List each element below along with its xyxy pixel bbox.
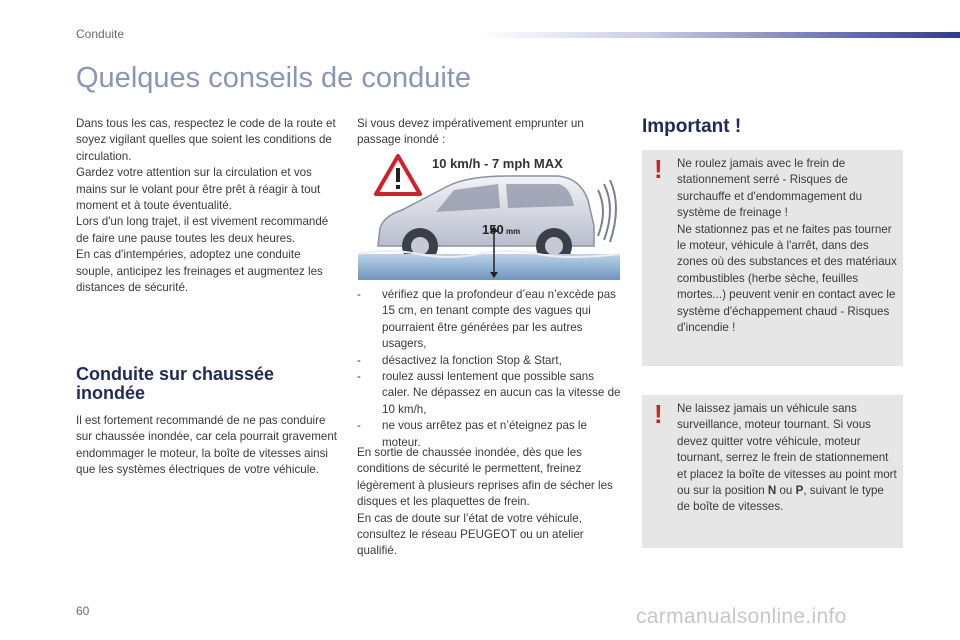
bullet-dash: - — [357, 353, 361, 367]
depth-value: 150 — [482, 222, 504, 237]
exclamation-icon: ! — [654, 399, 663, 429]
intro-paragraph: Dans tous les cas, respectez le code de la route et soyez vigilant quelles que soient les conditions de circulation. — [76, 117, 336, 163]
bullet-text: ne vous arrêtez pas et n’éteignez pas le moteur. — [382, 419, 587, 449]
exclamation-icon: ! — [654, 154, 663, 184]
gear-position-p: P — [795, 484, 804, 498]
depth-unit: mm — [506, 227, 521, 236]
page-number: 60 — [76, 604, 90, 618]
intro-paragraph: Gardez votre attention sur la circulation et vos mains sur le volant pour être prêt à réagir à tout moment et à toute éventualité. — [76, 166, 321, 213]
warning-triangle-icon — [376, 156, 420, 194]
flood-heading: Conduite sur chaussée inondée — [76, 364, 275, 403]
bullet-dash: - — [357, 419, 361, 433]
watermark: carmanualsonline.info — [636, 605, 847, 628]
warning-text-part: Ne laissez jamais un véhicule sans surveillance, moteur tournant. Si vous devez quitter votre véhicule, moteur tournant, serrez le frein de stationnement et placez la boîte de vitesses au point mort ou sur la position — [677, 402, 897, 498]
warning-box — [642, 150, 903, 366]
intro-paragraph: En cas d'intempéries, adoptez une conduite souple, anticipez les freinages et augmentez les distances de sécurité. — [76, 248, 323, 295]
bullet-text: roulez aussi lentement que possible sans caler. Ne dépassez en aucun cas la vitesse de 10 km/h, — [382, 370, 621, 416]
header-bar — [480, 32, 960, 38]
page-title: Quelques conseils de conduite — [76, 62, 471, 94]
gear-position-n: N — [767, 484, 777, 498]
bullet-dash: - — [357, 288, 361, 301]
section-label: Conduite — [76, 27, 125, 41]
flood-bullet-list — [357, 287, 622, 451]
warning-text — [677, 401, 897, 516]
flood-outro — [357, 445, 622, 560]
flood-illustration — [358, 150, 620, 286]
bullet-text: désactivez la fonction Stop & Start, — [382, 353, 562, 367]
intro-text — [76, 116, 341, 296]
important-heading: Important ! — [642, 116, 742, 137]
speed-limit-label: 10 km/h - 7 mph MAX — [432, 156, 563, 171]
warning-text — [677, 156, 897, 336]
list-item — [357, 353, 622, 369]
flood-intro: Si vous devez impérativement emprunter un passage inondé : — [357, 117, 584, 147]
intro-paragraph: Lors d'un long trajet, il est vivement recommandé de faire une pause toutes les deux heures. — [76, 215, 329, 245]
list-item — [357, 369, 622, 418]
wave-lines-icon — [598, 180, 616, 242]
warning-text-part: ou — [776, 484, 796, 498]
bullet-text: vérifiez que la profondeur d’eau n’excède pas 15 cm, en tenant compte des vagues qui pourraient être générées par les autres usagers, — [382, 288, 616, 351]
outro-paragraph: En sortie de chaussée inondée, dès que les conditions de sécurité le permettent, freinez légèrement à plusieurs reprises afin de sécher les disques et les plaquettes de frein. — [357, 446, 613, 509]
warning-paragraph: Ne stationnez pas et ne faites pas tourner le moteur, véhicule à l'arrêt, dans des zones où des substances et des matériaux combustibles (herbe sèche, feuilles mortes...) peuvent venir en contact avec le système d'échappement chaud - Risques d'incendie ! — [677, 222, 897, 335]
warning-paragraph: Ne roulez jamais avec le frein de stationnement serré - Risques de surchauffe et d'endommagement du système de freinage ! — [677, 157, 863, 220]
warning-box — [642, 395, 903, 548]
warning-text-part: , suivant le type de boîte de vitesses. — [677, 484, 884, 514]
bullet-dash: - — [357, 370, 361, 384]
flood-text: Il est fortement recommandé de ne pas conduire sur chaussée inondée, car cela pourrait gravement endommager le moteur, la boîte de vitesses ainsi que les systèmes électriques de votre véhicule. — [76, 414, 338, 477]
list-item — [357, 287, 622, 353]
outro-paragraph: En cas de doute sur l’état de votre véhicule, consultez le réseau PEUGEOT ou un atelier qualifié. — [357, 511, 584, 558]
